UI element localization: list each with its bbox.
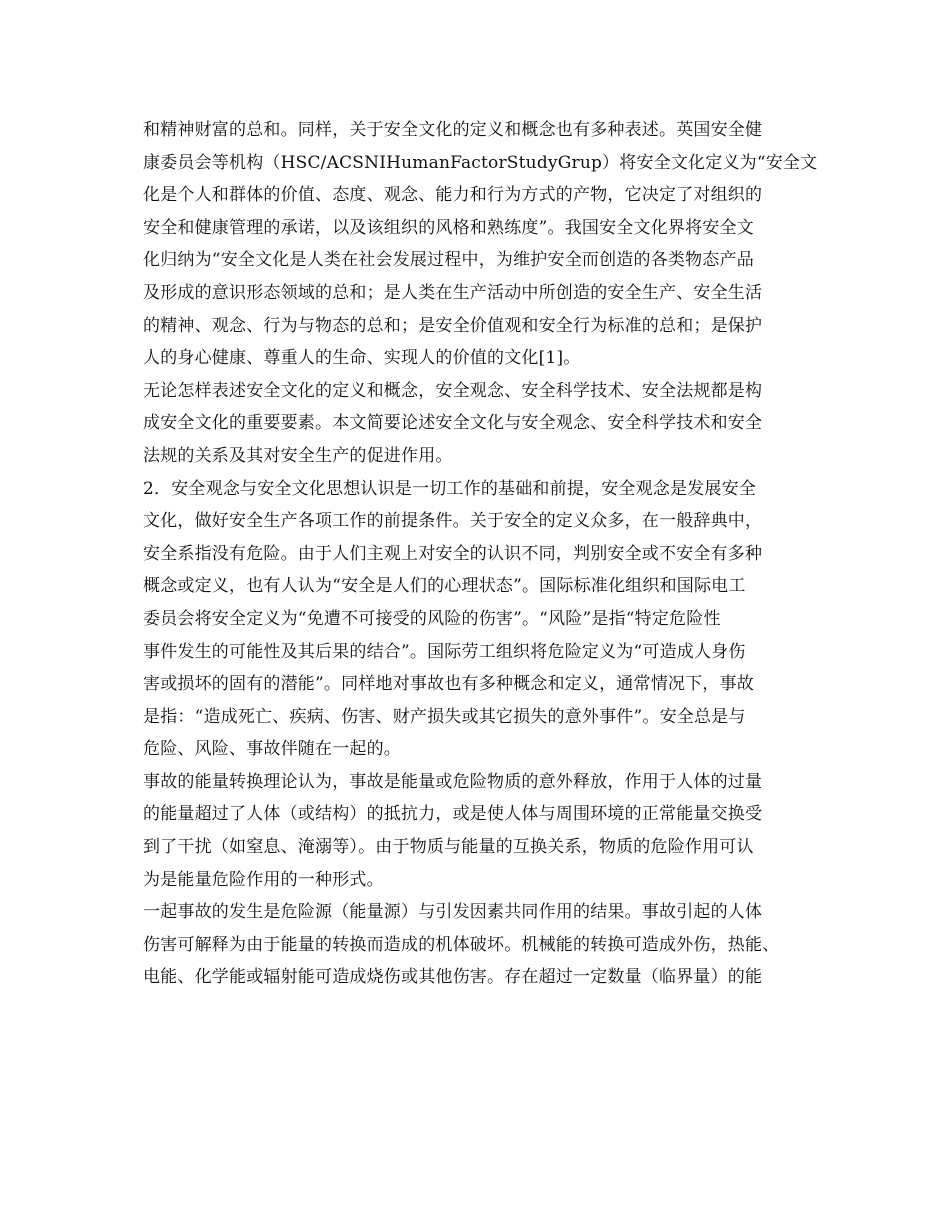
text-line: 化是个人和群体的价值、态度、观念、能力和行为方式的产物，它决定了对组织的 (143, 185, 763, 206)
text-line: 成安全文化的重要要素。本文简要论述安全文化与安全观念、安全科学技术和安全 (143, 413, 763, 434)
text-line: 安全和健康管理的承诺，以及该组织的风格和熟练度”。我国安全文化界将安全文 (143, 217, 754, 238)
text-line: 一起事故的发生是危险源（能量源）与引发因素共同作用的结果。事故引起的人体 (143, 902, 763, 923)
text-line: 电能、化学能或辐射能可造成烧伤或其他伤害。存在超过一定数量（临界量）的能 (143, 967, 763, 988)
text-line: 文化，做好安全生产各项工作的前提条件。关于安全的定义众多，在一般辞典中， (143, 511, 763, 532)
text-line: 安全系指没有危险。由于人们主观上对安全的认识不同，判别安全或不安全有多种 (143, 543, 763, 564)
text-line: 事件发生的可能性及其后果的结合”。国际劳工组织将危险定义为“可造成人身伤 (143, 641, 746, 662)
text-line: 到了干扰（如窒息、淹溺等）。由于物质与能量的互换关系，物质的危险作用可认 (143, 837, 754, 858)
document-body-text (143, 114, 823, 994)
text-line: 事故的能量转换理论认为，事故是能量或危险物质的意外释放，作用于人体的过量 (143, 771, 763, 792)
text-line: 委员会将安全定义为“免遭不可接受的风险的伤害”。“风险”是指“特定危险性 (143, 608, 721, 629)
text-line: 为是能量危险作用的一种形式。 (143, 869, 384, 890)
text-line: 的能量超过了人体（或结构）的抵抗力，或是使人体与周围环境的正常能量交换受 (143, 804, 763, 825)
text-line: 伤害可解释为由于能量的转换而造成的机体破坏。机械能的转换可造成外伤，热能、 (143, 934, 780, 955)
text-line: 的精神、观念、行为与物态的总和；是安全价值观和安全行为标准的总和；是保护 (143, 315, 763, 336)
text-line: 康委员会等机构（HSC/ACSNIHumanFactorStudyGrup）将安全文化定义为“安全文 (143, 152, 818, 173)
text-line: 害或损坏的固有的潜能”。同样地对事故也有多种概念和定义，通常情况下，事故 (143, 674, 754, 695)
text-line: 法规的关系及其对安全生产的促进作用。 (143, 445, 453, 466)
text-line: 危险、风险、事故伴随在一起的。 (143, 739, 401, 760)
text-line: 概念或定义，也有人认为“安全是人们的心理状态”。国际标准化组织和国际电工 (143, 576, 746, 597)
text-line: 2．安全观念与安全文化思想认识是一切工作的基础和前提，安全观念是发展安全 (143, 478, 757, 499)
text-line: 化归纳为“安全文化是人类在社会发展过程中，为维护安全而创造的各类物态产品 (143, 250, 754, 271)
text-line: 是指：“造成死亡、疾病、伤害、财产损失或其它损失的意外事件”。安全总是与 (143, 706, 746, 727)
text-line: 人的身心健康、尊重人的生命、实现人的价值的文化[1]。 (143, 348, 581, 369)
text-line: 和精神财富的总和。同样，关于安全文化的定义和概念也有多种表述。英国安全健 (143, 120, 763, 140)
text-line: 无论怎样表述安全文化的定义和概念，安全观念、安全科学技术、安全法规都是构 (143, 380, 763, 401)
text-line: 及形成的意识形态领域的总和；是人类在生产活动中所创造的安全生产、安全生活 (143, 282, 763, 303)
